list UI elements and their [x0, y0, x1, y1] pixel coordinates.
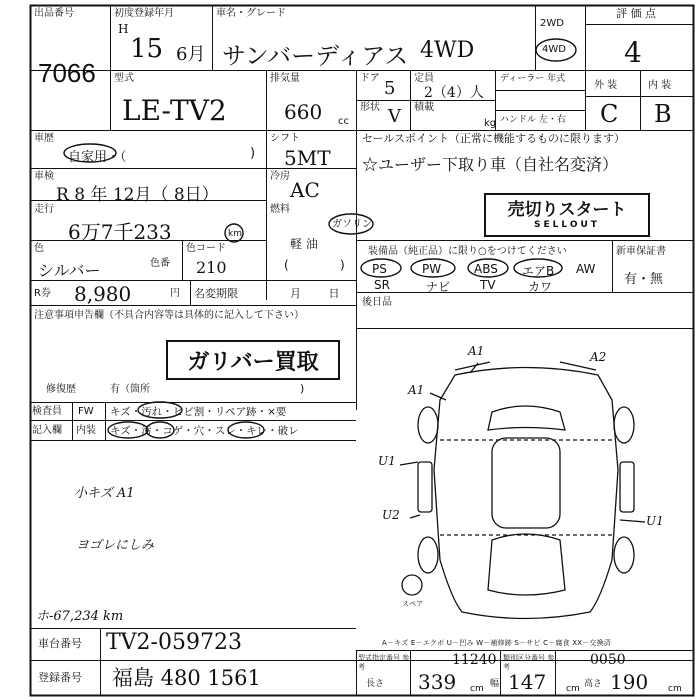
recycle-unit: 円	[170, 288, 180, 299]
inspector-label: 検査員	[32, 406, 62, 417]
capacity: 2（4）人	[424, 85, 484, 101]
body-color: シルバー	[38, 261, 101, 280]
lot-number: 7066	[38, 58, 96, 88]
attachments-label: 後日品	[362, 297, 392, 308]
registration-month: 6月	[176, 44, 206, 65]
damage-mark-a1-left: A1	[408, 383, 425, 397]
length-unit: cm	[470, 684, 484, 694]
notes-label: 注意事項申告欄（不具合内容等は具体的に記入して下さい）	[34, 310, 304, 321]
door-label: ドア	[360, 73, 380, 84]
fuel-option-gasoline: ガソリン	[332, 219, 372, 230]
shift-label: シフト	[270, 133, 300, 144]
car-name: サンバーディアス	[222, 42, 409, 70]
mileage: 6万7千233	[68, 220, 172, 244]
mileage-unit: km	[228, 229, 242, 239]
exterior-check-items: キズ・汚れ・ヒビ割・リペア跡・×要	[110, 406, 287, 418]
chassis-number-label: 車台番号	[38, 637, 82, 650]
equip-abs: ABS	[474, 262, 498, 276]
displacement-label: 排気量	[270, 73, 300, 84]
memo-stain: ヨゴレにしみ	[76, 538, 155, 553]
air-conditioning: AC	[290, 178, 320, 202]
spare-tire-label: スペア	[402, 600, 423, 608]
height-unit: cm	[668, 684, 682, 694]
sellout-stamp-main: 売切りスタート	[507, 200, 627, 220]
overall-grade: 4	[624, 36, 642, 69]
color-label: 色	[34, 243, 44, 254]
color-code: 210	[196, 258, 227, 277]
damage-mark-a2: A2	[590, 350, 607, 364]
ac-label: 冷房	[270, 171, 290, 182]
sellout-stamp	[484, 193, 650, 237]
equip-airbag: エアB	[522, 264, 555, 278]
type-number: 11240	[452, 652, 497, 668]
sales-point: ☆ユーザー下取り車（自社名変済）	[362, 155, 619, 174]
gulliver-stamp: ガリバー買取	[166, 340, 340, 380]
exterior-label: 外 装	[594, 80, 618, 91]
exterior-grade: C	[600, 100, 619, 128]
plate-number-label: 登録番号	[38, 671, 82, 684]
usage-history: 自家用・（	[68, 150, 127, 165]
shape-label: 形状	[360, 102, 380, 113]
equip-sr: SR	[374, 278, 390, 292]
equip-ps: PS	[372, 262, 387, 276]
length-value: 339	[418, 670, 457, 694]
class-number-label: 類別区分番号 参考	[503, 654, 555, 671]
warranty-label: 新車保証書	[616, 246, 666, 257]
width-unit: cm	[566, 684, 580, 694]
damage-legend: A－キズ E－エクボ U－凹み W－補修跡 S－サビ C－腐食 XX－交換済	[382, 639, 611, 647]
repair-history-label: 修復歴	[46, 384, 76, 395]
length-label: 長さ	[366, 679, 385, 689]
entry-label: 記入欄	[32, 425, 62, 436]
equip-aw: AW	[576, 262, 596, 276]
history-label: 車歴	[34, 133, 54, 144]
damage-mark-u2: U2	[382, 508, 400, 522]
drive-type: 4WD	[420, 38, 475, 63]
height-value: 190	[610, 670, 649, 694]
history-close-paren: )	[250, 146, 256, 161]
class-number: 0050	[590, 652, 626, 668]
damage-mark-a1-front: A1	[468, 344, 485, 358]
damage-mark-u1-right: U1	[646, 514, 664, 528]
model-label: 型式	[114, 73, 134, 84]
equip-leather: カワ	[528, 280, 553, 294]
body-shape: V	[388, 106, 401, 127]
interior-check-items: キズ・汚・コゲ・穴・スレ・キレ・破レ	[110, 425, 299, 437]
door-count: 5	[384, 78, 396, 99]
color-number-label: 色番	[150, 258, 170, 269]
interior-label: 内 装	[648, 80, 672, 91]
inspection-expiry: R 8 年 12月（ 8日）	[56, 185, 219, 205]
repair-history-value: 有（箇所	[110, 384, 150, 395]
model-code: LE-TV2	[122, 94, 227, 127]
drive-option-4wd: 4WD	[542, 44, 566, 55]
fuel-option-diesel: 軽 油	[290, 237, 318, 251]
name-change-deadline-label: 名変期限	[194, 287, 238, 300]
height-label: 高さ	[584, 679, 603, 689]
plate-number: 福島 480 1561	[112, 666, 261, 690]
fuel-label: 燃料	[270, 204, 290, 215]
fuel-paren-close: )	[340, 258, 345, 272]
recycle-fee: 8,980	[74, 282, 132, 306]
drive-option-2wd: 2WD	[540, 18, 564, 29]
grade-label: 評 価 点	[616, 7, 656, 20]
chassis-number: TV2-059723	[106, 630, 242, 655]
warranty-value: 有・無	[624, 272, 664, 287]
displacement: 660	[284, 100, 323, 124]
sellout-stamp-sub: SELLOUT	[534, 220, 600, 230]
memo-small-scratch: 小キズ A1	[74, 486, 135, 501]
interior-grade: B	[654, 100, 672, 128]
inspection-label: 車検	[34, 171, 54, 182]
sales-point-label: セールスポイント（正常に機能するものに限ります）	[362, 132, 626, 145]
dealer-year-label: ディーラー 年式	[500, 74, 566, 84]
load-label: 積載	[414, 102, 434, 113]
transmission: 5MT	[284, 146, 331, 170]
first-registration-label: 初度登録年月	[114, 8, 174, 19]
width-label: 幅	[490, 679, 500, 689]
car-name-label: 車名・グレード	[216, 8, 286, 19]
equip-navi: ナビ	[426, 280, 451, 294]
equipment-label: 装備品（純正品）に限り○をつけてください	[368, 246, 567, 257]
name-change-deadline-unit: 月 日	[290, 287, 340, 300]
width-value: 147	[508, 670, 547, 694]
interior-check-label: 内装	[76, 425, 96, 436]
color-code-label: 色コード	[186, 243, 226, 254]
lot-number-label: 出品番号	[34, 8, 74, 19]
displacement-unit: cc	[338, 116, 349, 127]
capacity-label: 定員	[414, 73, 434, 84]
handle-label: ハンドル 左・右	[500, 115, 566, 125]
fuel-paren-open: (	[284, 258, 289, 272]
car-damage-diagram	[400, 362, 645, 619]
odometer-note: ホ-67,234 km	[36, 609, 124, 624]
equip-tv: TV	[480, 278, 496, 292]
type-number-label: 型式指定番号 参考	[358, 654, 410, 671]
mileage-label: 走行	[34, 204, 54, 215]
repair-close-paren: )	[300, 382, 305, 395]
load-unit: kg	[484, 118, 497, 129]
equip-pw: PW	[422, 262, 442, 276]
era-mark: H	[118, 22, 129, 36]
recycle-label: R券	[34, 288, 51, 299]
fw-label: FW	[78, 406, 94, 417]
registration-year: 15	[130, 34, 164, 64]
damage-mark-u1-left: U1	[378, 454, 396, 468]
